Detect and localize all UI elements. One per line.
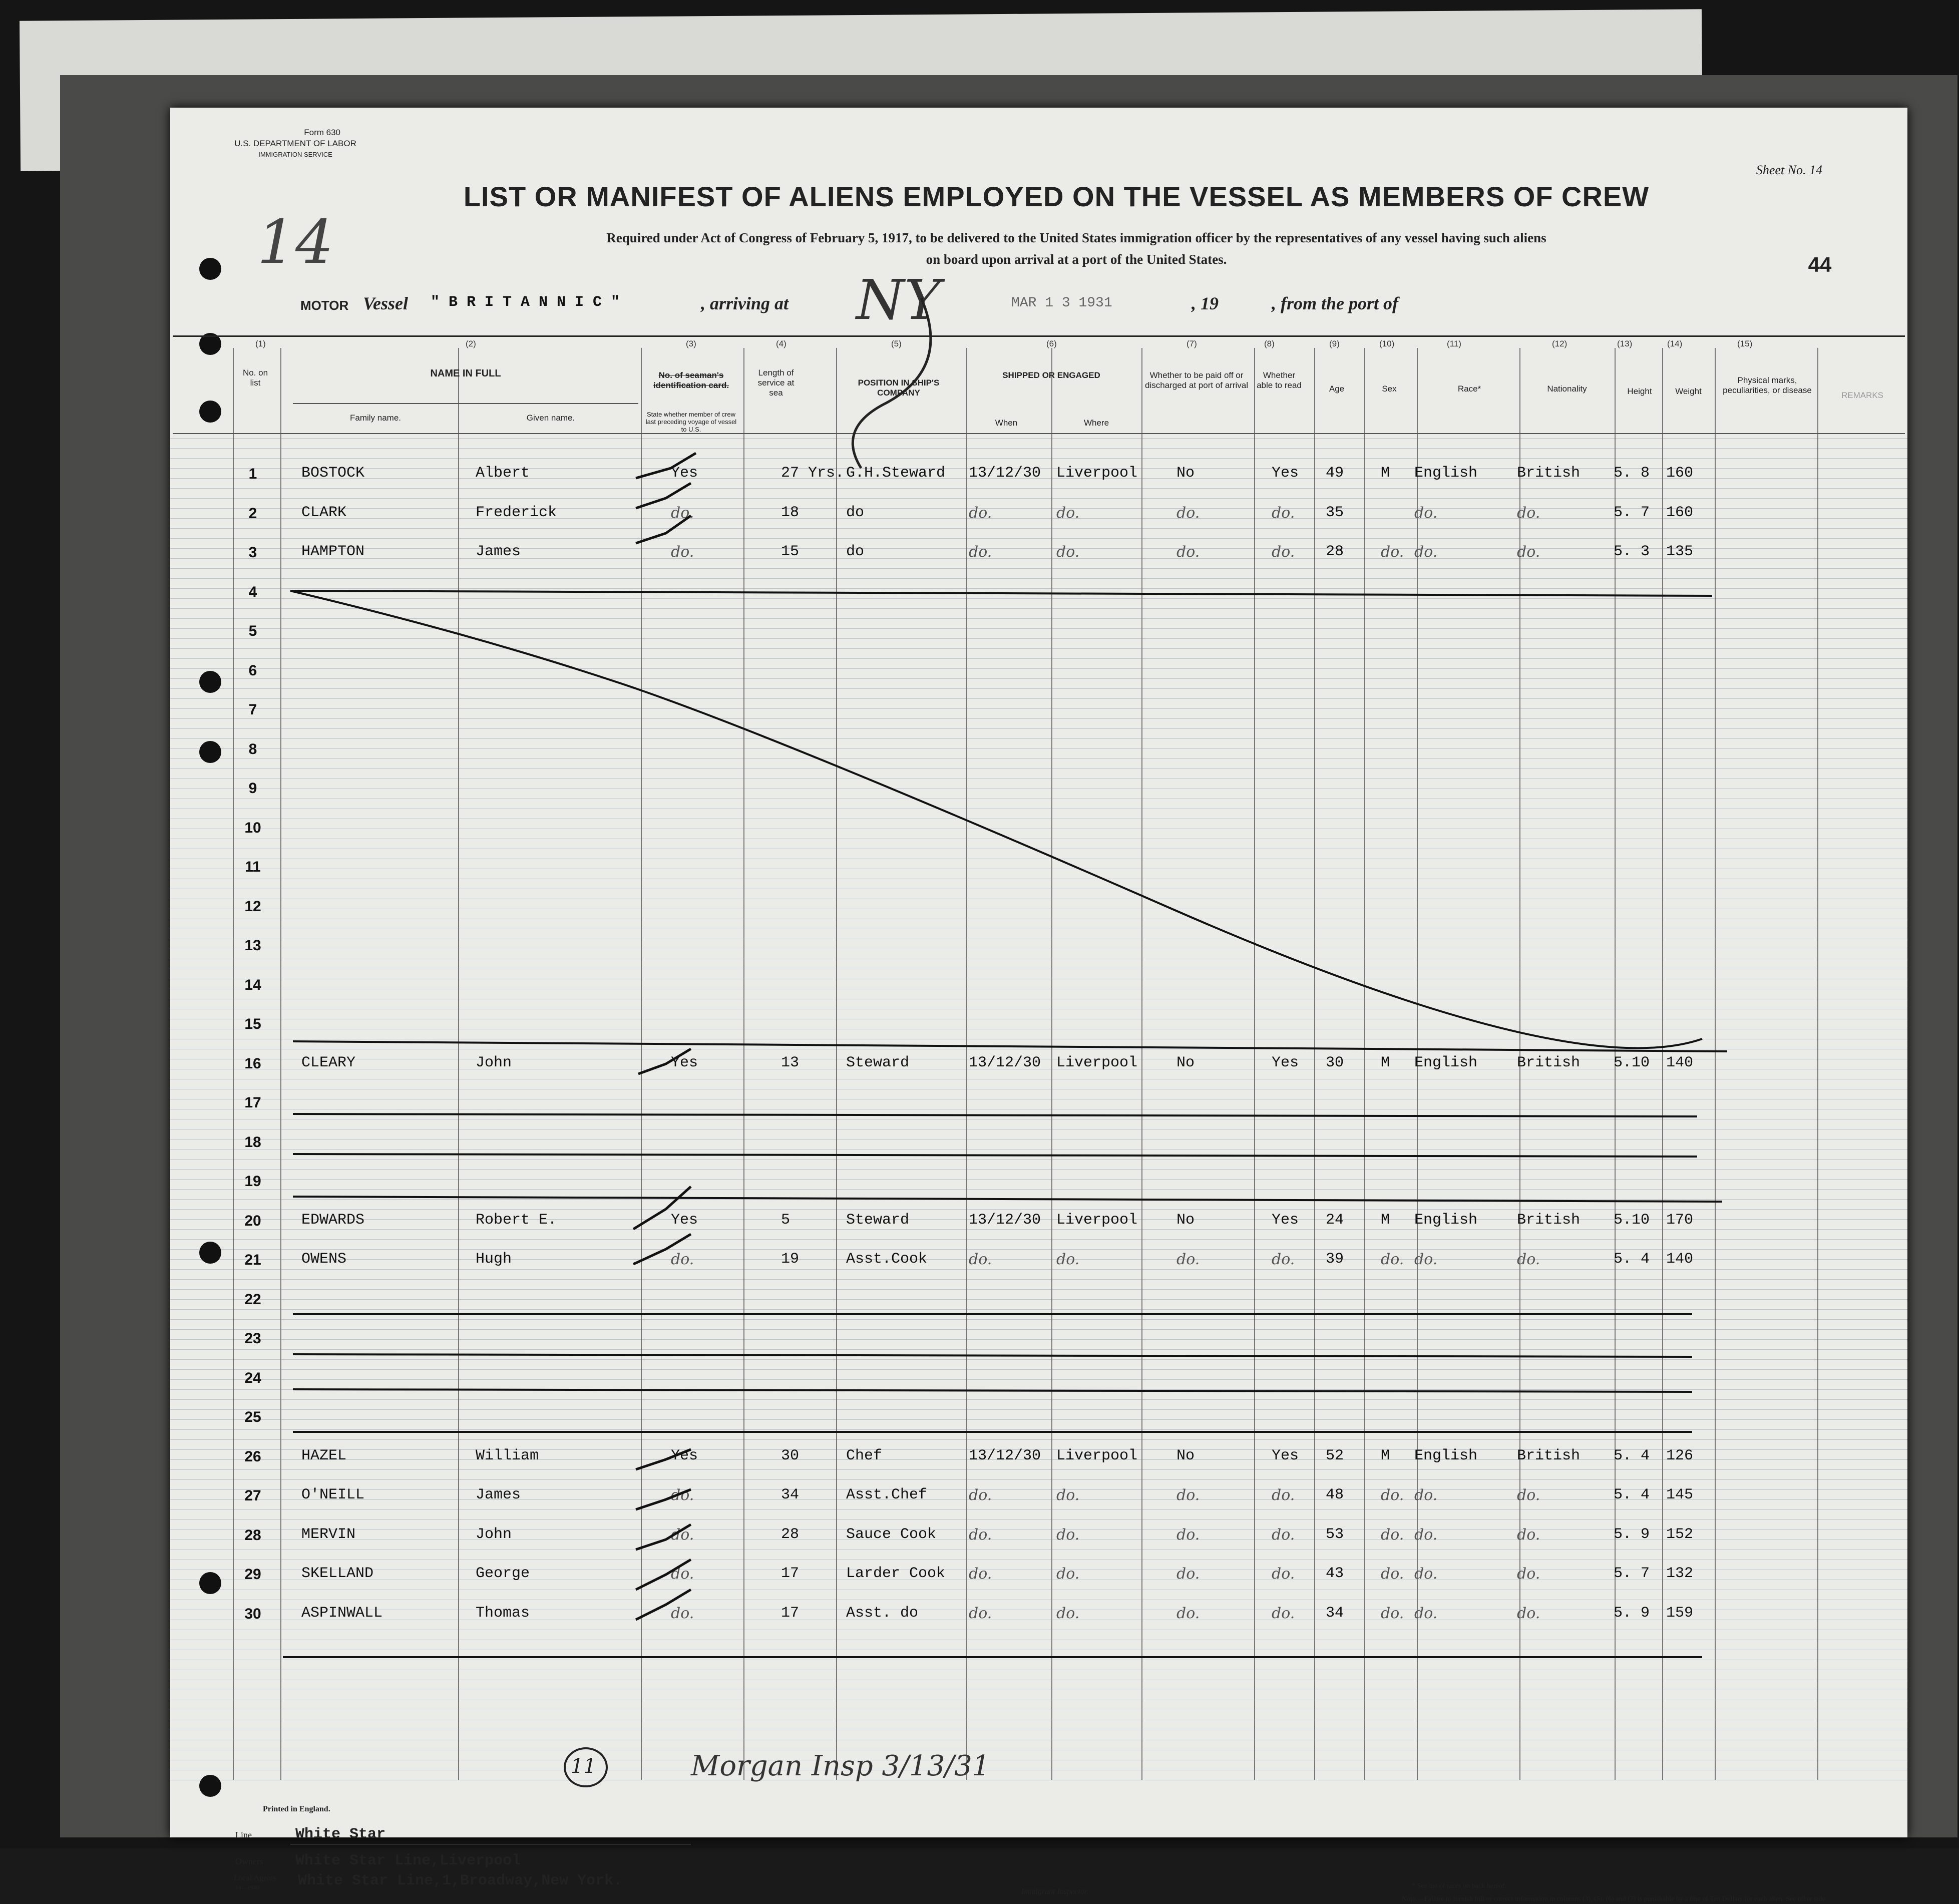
age-cell: 30 bbox=[1326, 1054, 1344, 1071]
column-number: (9) bbox=[1329, 339, 1340, 348]
given-name-cell: John bbox=[476, 1054, 512, 1071]
nationality-cell: do. bbox=[1517, 1251, 1540, 1268]
able-to-read-cell: do. bbox=[1272, 1604, 1295, 1622]
shipped-when-cell: do. bbox=[969, 1565, 992, 1583]
weight-cell: 126 bbox=[1666, 1447, 1694, 1464]
position-cell: Chef bbox=[846, 1447, 883, 1464]
paid-off-cell: No bbox=[1177, 1211, 1195, 1229]
row-number: 26 bbox=[244, 1448, 261, 1465]
prev-voyage-cell: Yes bbox=[671, 1054, 698, 1071]
prev-voyage-cell: do. bbox=[671, 504, 694, 522]
height-cell: 5. 9 bbox=[1614, 1604, 1650, 1622]
length-of-service-cell: 5 bbox=[781, 1211, 791, 1229]
row-number: 13 bbox=[244, 937, 261, 954]
age-cell: 49 bbox=[1326, 465, 1344, 482]
prev-voyage-cell: do. bbox=[671, 1565, 694, 1583]
able-to-read-cell: Yes bbox=[1272, 1447, 1299, 1464]
family-name-cell: MERVIN bbox=[301, 1526, 356, 1543]
prev-voyage-cell: Yes bbox=[671, 1211, 698, 1229]
row-number: 9 bbox=[248, 780, 257, 797]
row-number: 11 bbox=[245, 859, 261, 875]
height-cell: 5. 4 bbox=[1614, 1486, 1650, 1503]
position-cell: Steward bbox=[846, 1211, 910, 1229]
shipped-where-cell: do. bbox=[1056, 1251, 1080, 1268]
nationality-cell: do. bbox=[1517, 504, 1540, 522]
hdr-prev-voyage: State whether member of crew last preceding voyage of vessel to U.S. bbox=[645, 411, 737, 433]
prev-voyage-cell: do. bbox=[671, 1526, 694, 1544]
row-number: 29 bbox=[244, 1566, 261, 1583]
weight-cell: 132 bbox=[1666, 1565, 1694, 1582]
length-of-service-cell: 34 bbox=[781, 1486, 800, 1503]
race-cell: do. bbox=[1414, 1486, 1438, 1504]
able-to-read-cell: do. bbox=[1272, 504, 1295, 522]
row-number: 8 bbox=[248, 740, 257, 757]
nationality-cell: British bbox=[1517, 465, 1581, 482]
column-number: (13) bbox=[1617, 339, 1633, 348]
sex-cell: do. bbox=[1381, 543, 1404, 561]
weight-cell: 152 bbox=[1666, 1526, 1694, 1543]
age-cell: 28 bbox=[1326, 543, 1344, 560]
family-name-cell: ASPINWALL bbox=[301, 1604, 383, 1622]
age-cell: 35 bbox=[1326, 504, 1344, 521]
family-name-cell: EDWARDS bbox=[301, 1211, 365, 1229]
paid-off-cell: No bbox=[1177, 1447, 1195, 1464]
sex-cell: do. bbox=[1381, 1565, 1404, 1583]
nationality-cell: British bbox=[1517, 1211, 1581, 1229]
cancellation-marks bbox=[170, 108, 1907, 1837]
height-cell: 5. 8 bbox=[1614, 465, 1650, 482]
shipped-when-cell: 13/12/30 bbox=[969, 465, 1041, 482]
shipped-where-cell: Liverpool bbox=[1056, 465, 1138, 482]
column-number: (11) bbox=[1447, 339, 1461, 348]
length-of-service-cell: 19 bbox=[781, 1251, 800, 1268]
age-cell: 24 bbox=[1326, 1211, 1344, 1229]
length-of-service-cell: 17 bbox=[781, 1604, 800, 1622]
hdr-age: Age bbox=[1329, 384, 1345, 394]
hdr-where: Where bbox=[1083, 418, 1109, 428]
column-number: (5) bbox=[891, 339, 902, 348]
family-name-cell: BOSTOCK bbox=[301, 465, 365, 482]
paid-off-cell: do. bbox=[1177, 1526, 1200, 1544]
row-number: 17 bbox=[244, 1094, 261, 1111]
shipped-when-cell: do. bbox=[969, 1251, 992, 1268]
race-cell: English bbox=[1414, 465, 1478, 482]
nationality-cell: do. bbox=[1517, 1486, 1540, 1504]
height-cell: 5. 9 bbox=[1614, 1526, 1650, 1543]
position-cell: do bbox=[846, 543, 865, 560]
shipped-where-cell: Liverpool bbox=[1056, 1447, 1138, 1464]
able-to-read-cell: Yes bbox=[1272, 1211, 1299, 1229]
sex-cell: M bbox=[1381, 1211, 1390, 1229]
hdr-weight: Weight bbox=[1675, 387, 1702, 396]
family-name-cell: SKELLAND bbox=[301, 1565, 374, 1582]
row-number: 4 bbox=[248, 583, 257, 600]
column-number: (2) bbox=[466, 339, 476, 348]
hdr-no-on-list: No. on list bbox=[242, 368, 268, 388]
paid-off-cell: No bbox=[1177, 1054, 1195, 1071]
height-cell: 5. 4 bbox=[1614, 1447, 1650, 1464]
hdr-sex: Sex bbox=[1382, 384, 1397, 394]
sex-cell: M bbox=[1381, 1447, 1390, 1464]
shipped-where-cell: do. bbox=[1056, 1565, 1080, 1583]
subtitle-line1: Required under Act of Congress of February 5, 1917, to be delivered to the United States immigration officer by the representatives of any vessel having such aliens bbox=[606, 230, 1546, 245]
date-stamp: MAR 1 3 1931 bbox=[1011, 295, 1112, 311]
given-name-cell: Thomas bbox=[476, 1604, 530, 1622]
hdr-name-in-full: NAME IN FULL bbox=[430, 368, 501, 379]
age-cell: 52 bbox=[1326, 1447, 1344, 1464]
row-number: 1 bbox=[248, 466, 257, 482]
manifest-page bbox=[170, 108, 1907, 1903]
paid-off-cell: do. bbox=[1177, 1251, 1200, 1268]
service: IMMIGRATION SERVICE bbox=[258, 151, 332, 158]
position-cell: Sauce Cook bbox=[846, 1526, 937, 1543]
hdr-nationality: Nationality bbox=[1547, 384, 1587, 394]
race-cell: do. bbox=[1414, 504, 1438, 522]
length-of-service-cell: 15 bbox=[781, 543, 800, 560]
prev-voyage-cell: do. bbox=[671, 543, 694, 561]
shipped-when-cell: 13/12/30 bbox=[969, 1211, 1041, 1229]
hdr-race: Race* bbox=[1457, 384, 1481, 394]
able-to-read-cell: do. bbox=[1272, 543, 1295, 561]
position-cell: Asst.Cook bbox=[846, 1251, 928, 1268]
paid-off-cell: do. bbox=[1177, 1604, 1200, 1622]
position-cell: Asst.Chef bbox=[846, 1486, 928, 1503]
position-cell: G.H.Steward bbox=[846, 465, 946, 482]
nationality-cell: do. bbox=[1517, 543, 1540, 561]
row-number: 2 bbox=[248, 505, 257, 522]
column-number: (12) bbox=[1552, 339, 1568, 348]
sex-cell: M bbox=[1381, 1054, 1390, 1071]
sheet-number: Sheet No. 14 bbox=[1756, 163, 1822, 177]
race-cell: do. bbox=[1414, 543, 1438, 561]
page-title: LIST OR MANIFEST OF ALIENS EMPLOYED ON THE VESSEL AS MEMBERS OF CREW bbox=[463, 181, 1650, 212]
shipped-when-cell: do. bbox=[969, 504, 992, 522]
sex-cell: do. bbox=[1381, 1251, 1404, 1268]
height-cell: 5. 4 bbox=[1614, 1251, 1650, 1268]
row-number: 15 bbox=[244, 1016, 261, 1032]
height-cell: 5. 7 bbox=[1614, 1565, 1650, 1582]
line-label: Line bbox=[235, 1830, 252, 1840]
column-number: (1) bbox=[255, 339, 266, 348]
prev-voyage-cell: do. bbox=[671, 1604, 694, 1622]
able-to-read-cell: Yes bbox=[1272, 1054, 1299, 1071]
row-number: 30 bbox=[244, 1605, 261, 1622]
owners-value: White Star Line,Liverpool bbox=[295, 1852, 521, 1869]
length-of-service-cell: 13 bbox=[781, 1054, 800, 1071]
paid-off-cell: do. bbox=[1177, 543, 1200, 561]
column-number: (15) bbox=[1737, 339, 1753, 348]
column-number: (8) bbox=[1264, 339, 1275, 348]
hdr-position: POSITION IN SHIP'S COMPANY bbox=[858, 378, 940, 398]
column-number: (6) bbox=[1046, 339, 1057, 348]
shipped-where-cell: do. bbox=[1056, 504, 1080, 522]
able-to-read-cell: do. bbox=[1272, 1486, 1295, 1504]
shipped-when-cell: 13/12/30 bbox=[969, 1054, 1041, 1071]
age-cell: 43 bbox=[1326, 1565, 1344, 1582]
row-number: 10 bbox=[244, 819, 261, 836]
row-number: 24 bbox=[244, 1369, 261, 1386]
nationality-cell: British bbox=[1517, 1447, 1581, 1464]
immigrant-inspector-label: Immigrant Inspector. bbox=[1021, 1887, 1089, 1896]
vessel-label: Vessel bbox=[363, 293, 408, 313]
hdr-length-service: Length of service at sea bbox=[757, 368, 795, 398]
shipped-when-cell: do. bbox=[969, 1604, 992, 1622]
position-cell: Steward bbox=[846, 1054, 910, 1071]
given-name-cell: Albert bbox=[476, 465, 530, 482]
sex-cell: do. bbox=[1381, 1486, 1404, 1504]
row-number: 5 bbox=[248, 623, 257, 639]
paid-off-cell: do. bbox=[1177, 1486, 1200, 1504]
row-number: 21 bbox=[244, 1252, 261, 1268]
handwritten-sheet-number: 14 bbox=[257, 208, 334, 277]
hdr-paid-off: Whether to be paid off or discharged at port of arrival bbox=[1145, 370, 1248, 390]
length-of-service-cell: 28 bbox=[781, 1526, 800, 1543]
race-cell: English bbox=[1414, 1054, 1478, 1071]
height-cell: 5. 7 bbox=[1614, 504, 1650, 521]
position-cell: Larder Cook bbox=[846, 1565, 946, 1582]
row-number: 23 bbox=[244, 1330, 261, 1347]
circled-count: 11 bbox=[571, 1755, 596, 1778]
weight-cell: 140 bbox=[1666, 1054, 1694, 1071]
page-number: 44 bbox=[1808, 253, 1832, 276]
length-of-service-cell: 27 Yrs. bbox=[781, 465, 845, 482]
given-name-cell: William bbox=[476, 1447, 539, 1464]
length-of-service-cell: 18 bbox=[781, 504, 800, 521]
prev-voyage-cell: do. bbox=[671, 1486, 694, 1504]
printed-in: Printed in England. bbox=[263, 1805, 330, 1813]
race-cell: do. bbox=[1414, 1251, 1438, 1268]
prev-voyage-cell: do. bbox=[671, 1251, 694, 1268]
row-number: 22 bbox=[244, 1291, 261, 1308]
column-number: (14) bbox=[1667, 339, 1683, 348]
row-number: 6 bbox=[248, 662, 257, 679]
family-name-cell: CLARK bbox=[301, 504, 347, 521]
able-to-read-cell: do. bbox=[1272, 1565, 1295, 1583]
line-value: White Star bbox=[295, 1826, 386, 1843]
from-port-label: , from the port of bbox=[1272, 293, 1399, 313]
length-of-service-cell: 30 bbox=[781, 1447, 800, 1464]
motor-label: MOTOR bbox=[300, 298, 349, 313]
family-name-cell: OWENS bbox=[301, 1251, 347, 1268]
weight-cell: 159 bbox=[1666, 1604, 1694, 1622]
weight-cell: 170 bbox=[1666, 1211, 1694, 1229]
arriving-port-handwritten: NY bbox=[856, 268, 941, 332]
race-cell: English bbox=[1414, 1211, 1478, 1229]
nationality-cell: do. bbox=[1517, 1604, 1540, 1622]
column-number: (7) bbox=[1187, 339, 1197, 348]
shipped-when-cell: do. bbox=[969, 1526, 992, 1544]
nationality-cell: do. bbox=[1517, 1565, 1540, 1583]
nationality-cell: do. bbox=[1517, 1526, 1540, 1544]
hdr-shipped-engaged: SHIPPED OR ENGAGED bbox=[1002, 370, 1100, 380]
paid-off-cell: do. bbox=[1177, 504, 1200, 522]
family-name-cell: O'NEILL bbox=[301, 1486, 365, 1503]
hdr-able-read: Whether able to read bbox=[1257, 370, 1302, 390]
hdr-physical-marks: Physical marks, peculiarities, or disease bbox=[1723, 375, 1812, 395]
row-number: 3 bbox=[248, 544, 257, 561]
shipped-when-cell: do. bbox=[969, 543, 992, 561]
form-number: Form 630 bbox=[304, 128, 340, 137]
agents-value: White Star Line,1,Broadway,New York. bbox=[298, 1872, 623, 1889]
column-number: (10) bbox=[1379, 339, 1395, 348]
subtitle-line2: on board upon arrival at a port of the United States. bbox=[926, 252, 1227, 267]
row-number: 20 bbox=[244, 1212, 261, 1229]
owners-label: Owners bbox=[235, 1856, 263, 1866]
position-cell: do bbox=[846, 504, 865, 521]
penalty-note: Note.—Failure to furnish full or correct information in columns (3), (5), (6) and (7) is punishable by a fine of Ten Dollars for each alien. See other side. bbox=[1402, 1895, 1827, 1903]
row-number: 18 bbox=[244, 1133, 261, 1151]
weight-cell: 140 bbox=[1666, 1251, 1694, 1268]
shipped-where-cell: Liverpool bbox=[1056, 1211, 1138, 1229]
inspector-signature: Morgan Insp 3/13/31 bbox=[691, 1750, 990, 1782]
shipped-when-cell: 13/12/30 bbox=[969, 1447, 1041, 1464]
prev-voyage-cell: Yes bbox=[671, 1447, 698, 1464]
hdr-seaman-card-struck: No. of seaman's identification card. bbox=[653, 370, 729, 390]
position-cell: Asst. do bbox=[846, 1604, 919, 1622]
hdr-given-name: Given name. bbox=[526, 413, 575, 423]
column-number: (3) bbox=[686, 339, 696, 348]
races-note: * See list of races on back hereof. bbox=[1412, 1882, 1506, 1890]
vessel-name: " B R I T A N N I C " bbox=[431, 294, 620, 311]
length-of-service-cell: 17 bbox=[781, 1565, 800, 1582]
sex-cell: do. bbox=[1381, 1526, 1404, 1544]
height-cell: 5.10 bbox=[1614, 1211, 1650, 1229]
nationality-cell: British bbox=[1517, 1054, 1581, 1071]
height-cell: 5.10 bbox=[1614, 1054, 1650, 1071]
department: U.S. DEPARTMENT OF LABOR bbox=[234, 139, 356, 148]
family-name-cell: HAMPTON bbox=[301, 543, 365, 560]
hdr-when: When bbox=[995, 418, 1018, 428]
race-cell: do. bbox=[1414, 1604, 1438, 1622]
row-number: 25 bbox=[244, 1409, 261, 1425]
height-cell: 5. 3 bbox=[1614, 543, 1650, 560]
given-name-cell: George bbox=[476, 1565, 530, 1582]
weight-cell: 135 bbox=[1666, 543, 1694, 560]
sex-cell: M bbox=[1381, 465, 1390, 482]
agents-code: 14—1940 bbox=[235, 1884, 259, 1891]
weight-cell: 160 bbox=[1666, 465, 1694, 482]
given-name-cell: James bbox=[476, 543, 521, 560]
weight-cell: 145 bbox=[1666, 1486, 1694, 1503]
row-number: 28 bbox=[244, 1527, 261, 1544]
given-name-cell: Frederick bbox=[476, 504, 557, 521]
year-label: , 19 bbox=[1192, 293, 1219, 313]
race-cell: do. bbox=[1414, 1565, 1438, 1583]
given-name-cell: James bbox=[476, 1486, 521, 1503]
family-name-cell: HAZEL bbox=[301, 1447, 347, 1464]
shipped-where-cell: do. bbox=[1056, 1486, 1080, 1504]
sex-cell: do. bbox=[1381, 1604, 1404, 1622]
row-number: 27 bbox=[244, 1487, 261, 1504]
agents-label: Local Agents bbox=[234, 1874, 276, 1882]
arriving-at-label: , arriving at bbox=[701, 293, 789, 313]
given-name-cell: John bbox=[476, 1526, 512, 1543]
race-cell: English bbox=[1414, 1447, 1478, 1464]
row-number: 16 bbox=[244, 1055, 261, 1072]
shipped-when-cell: do. bbox=[969, 1486, 992, 1504]
able-to-read-cell: Yes bbox=[1272, 465, 1299, 482]
paid-off-cell: No bbox=[1177, 465, 1195, 482]
row-number: 7 bbox=[248, 701, 257, 718]
shipped-where-cell: do. bbox=[1056, 1526, 1080, 1544]
family-name-cell: CLEARY bbox=[301, 1054, 356, 1071]
hdr-family-name: Family name. bbox=[349, 413, 402, 423]
shipped-where-cell: do. bbox=[1056, 1604, 1080, 1622]
given-name-cell: Hugh bbox=[476, 1251, 512, 1268]
column-number: (4) bbox=[776, 339, 787, 348]
age-cell: 39 bbox=[1326, 1251, 1344, 1268]
row-number: 12 bbox=[244, 898, 261, 915]
age-cell: 48 bbox=[1326, 1486, 1344, 1503]
race-cell: do. bbox=[1414, 1526, 1438, 1544]
prev-voyage-cell: Yes bbox=[671, 465, 698, 482]
weight-cell: 160 bbox=[1666, 504, 1694, 521]
age-cell: 34 bbox=[1326, 1604, 1344, 1622]
able-to-read-cell: do. bbox=[1272, 1251, 1295, 1268]
given-name-cell: Robert E. bbox=[476, 1211, 557, 1229]
shipped-where-cell: Liverpool bbox=[1056, 1054, 1138, 1071]
hdr-height: Height bbox=[1627, 387, 1652, 396]
shipped-where-cell: do. bbox=[1056, 543, 1080, 561]
able-to-read-cell: do. bbox=[1272, 1526, 1295, 1544]
row-number: 14 bbox=[244, 976, 261, 993]
row-number: 19 bbox=[244, 1173, 261, 1190]
hdr-remarks: REMARKS bbox=[1841, 391, 1884, 400]
paid-off-cell: do. bbox=[1177, 1565, 1200, 1583]
age-cell: 53 bbox=[1326, 1526, 1344, 1543]
